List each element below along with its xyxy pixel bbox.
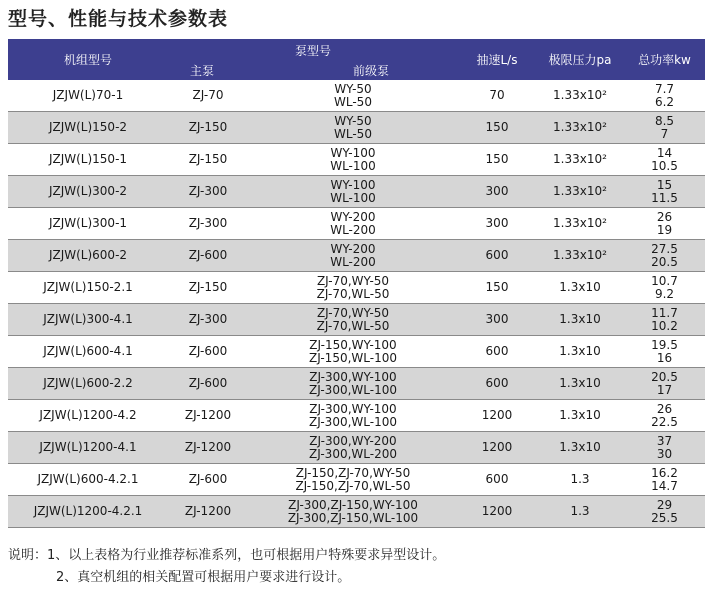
header-speed: 抽速L/s xyxy=(476,53,518,67)
cell-power xyxy=(624,80,705,112)
cell-speed: 300 xyxy=(458,304,536,336)
cell-fore-pump-line: WY-200 xyxy=(330,209,376,224)
cell-fore-pump-line: ZJ-70,WY-50 xyxy=(316,305,390,320)
table-row xyxy=(8,400,705,432)
cell-power-line: 14.7 xyxy=(651,478,678,493)
cell-fore-pump-line: WY-50 xyxy=(334,81,372,96)
cell-speed: 150 xyxy=(458,112,536,144)
cell-speed: 600 xyxy=(458,464,536,496)
cell-unit-model: JZJW(L)1200-4.2.1 xyxy=(8,496,168,528)
cell-main-pump: ZJ-600 xyxy=(168,240,248,272)
header-unit-model: 机组型号 xyxy=(63,53,112,67)
cell-power-line: 6.2 xyxy=(654,94,675,109)
cell-fore-pump-line: WY-50 xyxy=(334,113,372,128)
cell-pressure: 1.3 xyxy=(536,496,624,528)
cell-pressure: 1.3x10 xyxy=(536,368,624,400)
cell-fore-pump-line: ZJ-70,WL-50 xyxy=(316,318,390,333)
table-row xyxy=(8,208,705,240)
cell-pressure: 1.3x10 xyxy=(536,432,624,464)
cell-power-line: 27.5 xyxy=(651,241,678,256)
table-row xyxy=(8,176,705,208)
cell-power xyxy=(624,112,705,144)
cell-main-pump: ZJ-1200 xyxy=(168,496,248,528)
table-row xyxy=(8,112,705,144)
cell-fore-pump-line: ZJ-300,WY-200 xyxy=(309,433,397,448)
cell-power-line: 16 xyxy=(656,350,673,365)
cell-fore-pump-line: ZJ-70,WL-50 xyxy=(316,286,390,301)
note-line-2: 2、真空机组的相关配置可根据用户要求进行设计。 xyxy=(56,570,351,585)
cell-fore-pump-line: WY-100 xyxy=(330,177,376,192)
cell-fore-pump-line: ZJ-300,WL-200 xyxy=(309,446,397,461)
cell-pressure: 1.33x10² xyxy=(536,80,624,112)
cell-power-line: 17 xyxy=(656,382,673,397)
cell-fore-pump-line: WL-200 xyxy=(330,222,376,237)
cell-main-pump: ZJ-600 xyxy=(168,464,248,496)
cell-fore-pump-line: ZJ-150,WL-100 xyxy=(309,350,397,365)
cell-main-pump: ZJ-150 xyxy=(168,112,248,144)
cell-fore-pump-line: WY-200 xyxy=(330,241,376,256)
cell-power-line: 25.5 xyxy=(651,510,678,525)
cell-power-line: 20.5 xyxy=(651,254,678,269)
cell-speed: 150 xyxy=(458,272,536,304)
cell-power xyxy=(624,496,705,528)
cell-speed: 70 xyxy=(458,80,536,112)
cell-unit-model: JZJW(L)600-4.1 xyxy=(8,336,168,368)
cell-fore-pump xyxy=(248,368,458,400)
cell-power-line: 19.5 xyxy=(651,337,678,352)
cell-speed: 1200 xyxy=(458,400,536,432)
cell-power-line: 26 xyxy=(656,209,673,224)
table-row xyxy=(8,464,705,496)
cell-unit-model: JZJW(L)300-4.1 xyxy=(8,304,168,336)
cell-fore-pump xyxy=(248,208,458,240)
cell-power xyxy=(624,272,705,304)
cell-unit-model: JZJW(L)70-1 xyxy=(8,80,168,112)
cell-power-line: 9.2 xyxy=(654,286,675,301)
cell-power-line: 22.5 xyxy=(651,414,678,429)
cell-unit-model: JZJW(L)150-2.1 xyxy=(8,272,168,304)
cell-fore-pump-line: ZJ-150,ZJ-70,WY-50 xyxy=(295,465,411,480)
cell-main-pump: ZJ-150 xyxy=(168,272,248,304)
cell-speed: 600 xyxy=(458,336,536,368)
cell-speed: 600 xyxy=(458,368,536,400)
cell-fore-pump-line: ZJ-150,ZJ-70,WL-50 xyxy=(295,478,411,493)
cell-fore-pump-line: ZJ-300,WL-100 xyxy=(309,382,397,397)
cell-fore-pump-line: ZJ-300,WY-100 xyxy=(309,401,397,416)
header-pump-group xyxy=(168,39,458,80)
cell-pressure: 1.33x10² xyxy=(536,112,624,144)
cell-power xyxy=(624,368,705,400)
cell-main-pump: ZJ-300 xyxy=(168,304,248,336)
cell-power xyxy=(624,240,705,272)
cell-main-pump: ZJ-600 xyxy=(168,336,248,368)
cell-unit-model: JZJW(L)1200-4.1 xyxy=(8,432,168,464)
cell-fore-pump-line: ZJ-300,ZJ-150,WY-100 xyxy=(288,497,418,512)
cell-fore-pump xyxy=(248,304,458,336)
cell-pressure: 1.33x10² xyxy=(536,176,624,208)
cell-power-line: 30 xyxy=(656,446,673,461)
cell-unit-model: JZJW(L)300-2 xyxy=(8,176,168,208)
cell-unit-model: JZJW(L)600-2.2 xyxy=(8,368,168,400)
cell-pressure: 1.3x10 xyxy=(536,336,624,368)
cell-power-line: 8.5 xyxy=(654,113,675,128)
cell-fore-pump-line: ZJ-300,WL-100 xyxy=(309,414,397,429)
cell-speed: 300 xyxy=(458,208,536,240)
cell-unit-model: JZJW(L)600-2 xyxy=(8,240,168,272)
cell-fore-pump-line: WL-100 xyxy=(330,158,376,173)
cell-fore-pump xyxy=(248,496,458,528)
cell-speed: 600 xyxy=(458,240,536,272)
cell-power-line: 29 xyxy=(656,497,673,512)
cell-speed: 1200 xyxy=(458,496,536,528)
cell-power xyxy=(624,400,705,432)
cell-power-line: 10.2 xyxy=(651,318,678,333)
cell-power xyxy=(624,144,705,176)
table-row xyxy=(8,240,705,272)
cell-power-line: 7 xyxy=(660,126,669,141)
cell-fore-pump xyxy=(248,272,458,304)
cell-fore-pump xyxy=(248,144,458,176)
table-body xyxy=(8,80,705,528)
cell-main-pump: ZJ-1200 xyxy=(168,432,248,464)
cell-unit-model: JZJW(L)300-1 xyxy=(8,208,168,240)
cell-pressure: 1.33x10² xyxy=(536,240,624,272)
table-row xyxy=(8,368,705,400)
cell-main-pump: ZJ-600 xyxy=(168,368,248,400)
cell-power-line: 7.7 xyxy=(654,81,675,96)
header-power: 总功率kw xyxy=(638,53,691,67)
cell-speed: 1200 xyxy=(458,432,536,464)
cell-fore-pump-line: ZJ-150,WY-100 xyxy=(309,337,397,352)
cell-power xyxy=(624,336,705,368)
table-row xyxy=(8,496,705,528)
cell-pressure: 1.3x10 xyxy=(536,304,624,336)
cell-fore-pump xyxy=(248,400,458,432)
cell-fore-pump-line: WY-100 xyxy=(330,145,376,160)
cell-pressure: 1.3x10 xyxy=(536,400,624,432)
cell-power-line: 14 xyxy=(656,145,673,160)
cell-power-line: 15 xyxy=(656,177,673,192)
cell-pressure: 1.3 xyxy=(536,464,624,496)
header-fore-pump: 前级泵 xyxy=(353,64,390,78)
cell-power-line: 10.5 xyxy=(651,158,678,173)
cell-power xyxy=(624,304,705,336)
cell-main-pump: ZJ-70 xyxy=(168,80,248,112)
cell-pressure: 1.3x10 xyxy=(536,272,624,304)
cell-fore-pump xyxy=(248,112,458,144)
header-pump-model: 泵型号 xyxy=(294,44,331,58)
cell-pressure: 1.33x10² xyxy=(536,144,624,176)
cell-main-pump: ZJ-300 xyxy=(168,208,248,240)
cell-main-pump: ZJ-300 xyxy=(168,176,248,208)
cell-fore-pump xyxy=(248,432,458,464)
cell-power-line: 10.7 xyxy=(651,273,678,288)
cell-fore-pump xyxy=(248,240,458,272)
cell-fore-pump-line: WL-200 xyxy=(330,254,376,269)
cell-fore-pump-line: ZJ-300,WY-100 xyxy=(309,369,397,384)
cell-power xyxy=(624,208,705,240)
cell-power xyxy=(624,176,705,208)
table-row xyxy=(8,80,705,112)
cell-power xyxy=(624,432,705,464)
page-title: 型号、性能与技术参数表 xyxy=(8,8,229,30)
cell-main-pump: ZJ-1200 xyxy=(168,400,248,432)
cell-power-line: 16.2 xyxy=(651,465,678,480)
cell-power-line: 11.5 xyxy=(651,190,678,205)
cell-fore-pump xyxy=(248,336,458,368)
cell-fore-pump xyxy=(248,176,458,208)
cell-fore-pump-line: WL-50 xyxy=(334,126,372,141)
table-row xyxy=(8,432,705,464)
cell-power-line: 11.7 xyxy=(651,305,678,320)
header-main-pump: 主泵 xyxy=(190,64,215,78)
table-row xyxy=(8,144,705,176)
cell-power-line: 20.5 xyxy=(651,369,678,384)
cell-fore-pump-line: WL-50 xyxy=(334,94,372,109)
table-header-row xyxy=(8,39,705,80)
table-row xyxy=(8,304,705,336)
cell-fore-pump xyxy=(248,80,458,112)
table-row xyxy=(8,272,705,304)
cell-speed: 150 xyxy=(458,144,536,176)
notes xyxy=(8,545,445,589)
header-pressure: 极限压力pa xyxy=(548,53,612,67)
cell-main-pump: ZJ-150 xyxy=(168,144,248,176)
cell-power xyxy=(624,464,705,496)
cell-power-line: 19 xyxy=(656,222,673,237)
cell-power-line: 26 xyxy=(656,401,673,416)
spec-table xyxy=(8,39,705,528)
cell-pressure: 1.33x10² xyxy=(536,208,624,240)
cell-unit-model: JZJW(L)150-2 xyxy=(8,112,168,144)
cell-speed: 300 xyxy=(458,176,536,208)
table-row xyxy=(8,336,705,368)
cell-fore-pump xyxy=(248,464,458,496)
cell-power-line: 37 xyxy=(656,433,673,448)
note-line-1: 说明：1、以上表格为行业推荐标准系列，也可根据用户特殊要求异型设计。 xyxy=(8,548,446,563)
cell-fore-pump-line: ZJ-300,ZJ-150,WL-100 xyxy=(287,510,419,525)
cell-unit-model: JZJW(L)600-4.2.1 xyxy=(8,464,168,496)
cell-fore-pump-line: WL-100 xyxy=(330,190,376,205)
cell-fore-pump-line: ZJ-70,WY-50 xyxy=(316,273,390,288)
cell-unit-model: JZJW(L)150-1 xyxy=(8,144,168,176)
cell-unit-model: JZJW(L)1200-4.2 xyxy=(8,400,168,432)
